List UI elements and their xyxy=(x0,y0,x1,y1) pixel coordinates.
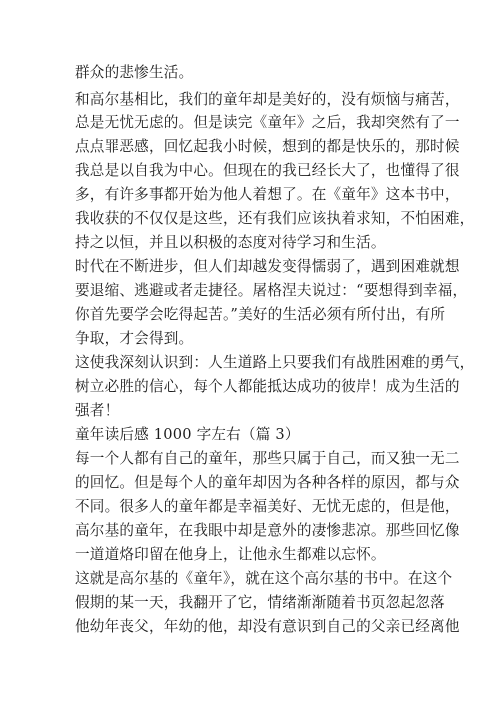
text-line: 我总是以自我为中心。但现在的我已经长大了，也懂得了很 xyxy=(75,162,460,179)
text-line: 高尔基的童年，在我眼中却是意外的凄惨悲凉。那些回忆像 xyxy=(75,522,460,539)
text-line: 一道道烙印留在他身上，让他永生都难以忘怀。 xyxy=(75,546,386,563)
text-line: 和高尔基相比，我们的童年却是美好的，没有烦恼与痛苦， xyxy=(75,91,460,108)
text-line: 他幼年丧父，年幼的他，却没有意识到自己的父亲已经离他 xyxy=(75,618,460,635)
text-line: 树立必胜的信心，每个人都能抵达成功的彼岸！成为生活的 xyxy=(75,378,460,395)
text-line: 时代在不断进步，但人们却越发变得懦弱了，遇到困难就想 xyxy=(75,258,460,275)
text-line: 不同。很多人的童年都是幸福美好、无忧无虑的，但是他， xyxy=(75,498,460,515)
text-line: 假期的某一天，我翻开了它，情绪渐渐随着书页忽起忽落 xyxy=(75,594,445,611)
text-line: 群众的悲惨生活。 xyxy=(75,64,194,81)
text-line: 你首先要学会吃得起苦。”美好的生活必须有所付出，有所 xyxy=(75,306,446,323)
text-line: 争取，才会得到。 xyxy=(75,330,194,347)
text-line: 多，有许多事都开始为他人着想了。在《童年》这本书中， xyxy=(75,186,460,203)
text-line: 每一个人都有自己的童年，那些只属于自己，而又独一无二 xyxy=(75,450,460,467)
text-line: 的回忆。但是每个人的童年却因为各种各样的原因，都与众 xyxy=(75,474,460,491)
text-line: 强者！ xyxy=(75,402,120,419)
text-line: 点点罪恶感，回忆起我小时候，想到的都是快乐的，那时候 xyxy=(75,138,460,155)
text-line: 总是无忧无虑的。但是读完《童年》之后，我却突然有了一 xyxy=(75,114,460,131)
text-line: 要退缩、逃避或者走捷径。屠格涅夫说过：“要想得到幸福， xyxy=(75,282,468,299)
text-line: 持之以恒，并且以积极的态度对待学习和生活。 xyxy=(75,234,386,251)
text-line: 这就是高尔基的《童年》，就在这个高尔基的书中。在这个 xyxy=(75,570,453,587)
text-line: 这使我深刻认识到：人生道路上只要我们有战胜困难的勇气， xyxy=(75,354,475,371)
section-heading: 童年读后感 1000 字左右（篇 3） xyxy=(75,426,300,443)
text-line: 我收获的不仅仅是这些，还有我们应该执着求知，不怕困难， xyxy=(75,210,475,227)
